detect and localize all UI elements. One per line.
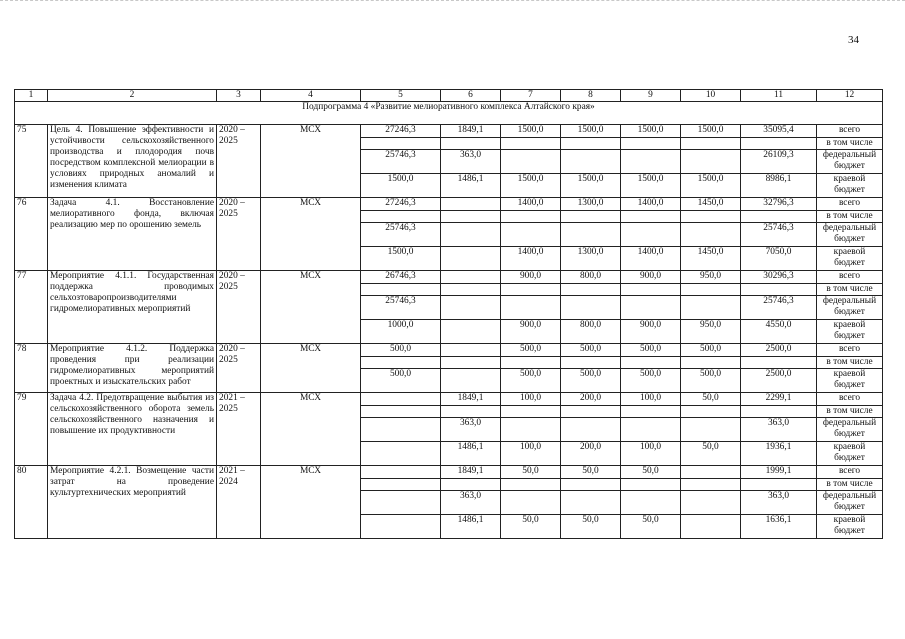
value-cell: 1500,0 — [561, 174, 621, 198]
value-cell: 363,0 — [441, 418, 501, 442]
column-number: 12 — [817, 90, 883, 102]
value-cell — [501, 223, 561, 247]
funding-source-label: всего — [817, 393, 883, 406]
value-cell: 1849,1 — [441, 393, 501, 406]
value-cell: 900,0 — [501, 271, 561, 284]
value-cell — [361, 138, 441, 150]
column-number: 3 — [217, 90, 261, 102]
value-cell: 1400,0 — [621, 247, 681, 271]
funding-source-label: в том числе — [817, 211, 883, 223]
funding-source-label: краевой бюджет — [817, 174, 883, 198]
funding-source-label: всего — [817, 271, 883, 284]
program-table — [14, 89, 883, 539]
row-description: Мероприятие 4.1.2. Поддержка проведения при реализации гидромелиоративных мероприятий проектных и изыскательских работ — [48, 344, 217, 393]
value-cell: 100,0 — [501, 393, 561, 406]
value-cell: 500,0 — [501, 344, 561, 357]
value-cell: 1486,1 — [441, 174, 501, 198]
column-number: 11 — [741, 90, 817, 102]
value-cell — [441, 284, 501, 296]
value-cell — [361, 515, 441, 539]
value-cell — [441, 479, 501, 491]
row-executor: МСХ — [261, 466, 361, 539]
value-cell — [741, 479, 817, 491]
value-cell — [561, 223, 621, 247]
value-cell — [681, 211, 741, 223]
column-number: 2 — [48, 90, 217, 102]
value-cell — [441, 369, 501, 393]
funding-source-label: в том числе — [817, 357, 883, 369]
value-cell: 25746,3 — [361, 150, 441, 174]
value-cell: 1400,0 — [621, 198, 681, 211]
value-cell: 1500,0 — [361, 174, 441, 198]
funding-source-label: в том числе — [817, 479, 883, 491]
funding-source-label: всего — [817, 466, 883, 479]
funding-source-label: краевой бюджет — [817, 442, 883, 466]
value-cell: 100,0 — [621, 393, 681, 406]
value-cell — [501, 284, 561, 296]
value-cell — [441, 198, 501, 211]
value-cell: 27246,3 — [361, 198, 441, 211]
funding-source-label: всего — [817, 198, 883, 211]
value-cell: 1400,0 — [501, 247, 561, 271]
row-number: 75 — [15, 125, 48, 198]
row-executor: МСХ — [261, 344, 361, 393]
value-cell — [501, 479, 561, 491]
value-cell: 1300,0 — [561, 198, 621, 211]
column-number: 8 — [561, 90, 621, 102]
row-description: Цель 4. Повышение эффективности и устойчивости сельскохозяйственного производства и плодородия почв посредством комплексной мелиорации в условиях природных аномалий и изменения климата — [48, 125, 217, 198]
value-cell — [501, 138, 561, 150]
value-cell: 800,0 — [561, 271, 621, 284]
value-cell: 500,0 — [361, 369, 441, 393]
column-number: 10 — [681, 90, 741, 102]
row-executor: МСХ — [261, 198, 361, 271]
value-cell: 1500,0 — [561, 125, 621, 138]
value-cell: 1486,1 — [441, 442, 501, 466]
value-cell: 50,0 — [501, 515, 561, 539]
funding-source-label: всего — [817, 344, 883, 357]
page-number: 34 — [848, 34, 859, 46]
row-period: 2021 – 2024 — [217, 466, 261, 539]
value-cell — [681, 418, 741, 442]
row-description: Мероприятие 4.2.1. Возмещение части затрат на проведение культуртехнических мероприятий — [48, 466, 217, 539]
table-row — [15, 393, 883, 406]
value-cell: 1500,0 — [621, 125, 681, 138]
value-cell: 1849,1 — [441, 466, 501, 479]
value-cell — [741, 211, 817, 223]
row-period: 2020 – 2025 — [217, 198, 261, 271]
value-cell — [361, 357, 441, 369]
value-cell — [441, 296, 501, 320]
value-cell: 26746,3 — [361, 271, 441, 284]
value-cell: 950,0 — [681, 320, 741, 344]
value-cell: 500,0 — [621, 369, 681, 393]
value-cell: 500,0 — [561, 369, 621, 393]
value-cell: 25746,3 — [741, 296, 817, 320]
value-cell — [441, 247, 501, 271]
value-cell — [441, 344, 501, 357]
value-cell — [361, 406, 441, 418]
subprogram-title: Подпрограмма 4 «Развитие мелиоративного комплекса Алтайского края» — [15, 102, 883, 125]
column-number: 5 — [361, 90, 441, 102]
value-cell — [441, 320, 501, 344]
funding-source-label: краевой бюджет — [817, 515, 883, 539]
value-cell — [621, 357, 681, 369]
value-cell — [681, 491, 741, 515]
row-description: Мероприятие 4.1.1. Государственная поддержка проводимых сельхозтоваропроизводителями гидромелиоративных мероприятий — [48, 271, 217, 344]
value-cell — [561, 211, 621, 223]
value-cell — [621, 211, 681, 223]
value-cell: 200,0 — [561, 442, 621, 466]
value-cell: 32796,3 — [741, 198, 817, 211]
value-cell — [681, 296, 741, 320]
value-cell: 1400,0 — [501, 198, 561, 211]
column-number: 7 — [501, 90, 561, 102]
value-cell — [621, 223, 681, 247]
row-number: 80 — [15, 466, 48, 539]
value-cell: 50,0 — [621, 466, 681, 479]
row-period: 2020 – 2025 — [217, 271, 261, 344]
value-cell — [501, 406, 561, 418]
value-cell — [361, 466, 441, 479]
value-cell — [361, 284, 441, 296]
table-body — [15, 90, 883, 539]
value-cell: 35095,4 — [741, 125, 817, 138]
value-cell — [441, 223, 501, 247]
row-number: 79 — [15, 393, 48, 466]
row-executor: МСХ — [261, 271, 361, 344]
value-cell — [741, 284, 817, 296]
funding-source-label: федеральный бюджет — [817, 150, 883, 174]
value-cell — [561, 138, 621, 150]
row-period: 2020 – 2025 — [217, 125, 261, 198]
value-cell — [501, 211, 561, 223]
value-cell — [561, 357, 621, 369]
scan-top-edge — [0, 0, 905, 7]
value-cell — [501, 491, 561, 515]
value-cell: 2299,1 — [741, 393, 817, 406]
funding-source-label: всего — [817, 125, 883, 138]
value-cell — [361, 393, 441, 406]
value-cell: 950,0 — [681, 271, 741, 284]
value-cell — [501, 418, 561, 442]
value-cell: 363,0 — [441, 150, 501, 174]
value-cell: 800,0 — [561, 320, 621, 344]
value-cell — [361, 442, 441, 466]
value-cell: 8986,1 — [741, 174, 817, 198]
value-cell: 50,0 — [621, 515, 681, 539]
value-cell: 1936,1 — [741, 442, 817, 466]
value-cell: 1849,1 — [441, 125, 501, 138]
funding-source-label: краевой бюджет — [817, 369, 883, 393]
value-cell — [561, 150, 621, 174]
table-row — [15, 466, 883, 479]
value-cell: 1450,0 — [681, 247, 741, 271]
row-period: 2020 – 2025 — [217, 344, 261, 393]
row-executor: МСХ — [261, 393, 361, 466]
value-cell: 500,0 — [361, 344, 441, 357]
funding-source-label: краевой бюджет — [817, 247, 883, 271]
column-number: 1 — [15, 90, 48, 102]
value-cell — [441, 357, 501, 369]
table-row — [15, 344, 883, 357]
funding-source-label: в том числе — [817, 406, 883, 418]
value-cell — [681, 515, 741, 539]
value-cell — [621, 491, 681, 515]
value-cell — [681, 138, 741, 150]
value-cell — [561, 296, 621, 320]
table-row — [15, 125, 883, 138]
value-cell — [681, 357, 741, 369]
funding-source-label: в том числе — [817, 138, 883, 150]
funding-source-label: федеральный бюджет — [817, 418, 883, 442]
value-cell — [361, 418, 441, 442]
value-cell: 25746,3 — [361, 223, 441, 247]
funding-source-label: федеральный бюджет — [817, 296, 883, 320]
value-cell: 1999,1 — [741, 466, 817, 479]
row-number: 77 — [15, 271, 48, 344]
value-cell — [361, 211, 441, 223]
value-cell — [561, 418, 621, 442]
value-cell — [561, 284, 621, 296]
value-cell — [681, 150, 741, 174]
value-cell: 500,0 — [501, 369, 561, 393]
value-cell — [561, 491, 621, 515]
row-description: Задача 4.2. Предотвращение выбытия из сельскохозяйственного оборота земель сельскохозяйственного назначения и повышение их продуктивности — [48, 393, 217, 466]
funding-source-label: в том числе — [817, 284, 883, 296]
value-cell — [621, 138, 681, 150]
funding-source-label: краевой бюджет — [817, 320, 883, 344]
value-cell: 1500,0 — [361, 247, 441, 271]
value-cell — [561, 479, 621, 491]
row-number: 76 — [15, 198, 48, 271]
value-cell: 1300,0 — [561, 247, 621, 271]
value-cell: 1500,0 — [681, 125, 741, 138]
value-cell: 2500,0 — [741, 344, 817, 357]
value-cell: 1500,0 — [621, 174, 681, 198]
funding-source-label: федеральный бюджет — [817, 491, 883, 515]
value-cell: 500,0 — [681, 369, 741, 393]
value-cell — [561, 406, 621, 418]
value-cell: 1000,0 — [361, 320, 441, 344]
value-cell — [621, 406, 681, 418]
value-cell — [621, 479, 681, 491]
value-cell — [441, 406, 501, 418]
value-cell: 27246,3 — [361, 125, 441, 138]
value-cell: 100,0 — [621, 442, 681, 466]
column-number-row — [15, 90, 883, 102]
column-number: 6 — [441, 90, 501, 102]
value-cell: 500,0 — [561, 344, 621, 357]
value-cell — [681, 466, 741, 479]
value-cell: 200,0 — [561, 393, 621, 406]
value-cell — [441, 211, 501, 223]
value-cell — [621, 284, 681, 296]
value-cell — [621, 296, 681, 320]
row-period: 2021 – 2025 — [217, 393, 261, 466]
value-cell: 363,0 — [741, 491, 817, 515]
value-cell: 1450,0 — [681, 198, 741, 211]
value-cell — [441, 138, 501, 150]
row-description: Задача 4.1. Восстановление мелиоративного фонда, включая реализацию мер по орошению земель — [48, 198, 217, 271]
value-cell: 50,0 — [561, 515, 621, 539]
value-cell — [741, 406, 817, 418]
value-cell — [361, 479, 441, 491]
value-cell: 25746,3 — [361, 296, 441, 320]
value-cell: 7050,0 — [741, 247, 817, 271]
value-cell: 30296,3 — [741, 271, 817, 284]
value-cell: 25746,3 — [741, 223, 817, 247]
value-cell: 50,0 — [681, 393, 741, 406]
value-cell: 50,0 — [561, 466, 621, 479]
value-cell: 2500,0 — [741, 369, 817, 393]
value-cell — [621, 150, 681, 174]
value-cell: 500,0 — [681, 344, 741, 357]
value-cell — [501, 357, 561, 369]
value-cell — [741, 138, 817, 150]
table-row — [15, 198, 883, 211]
value-cell: 100,0 — [501, 442, 561, 466]
subprogram-row — [15, 102, 883, 125]
value-cell: 50,0 — [501, 466, 561, 479]
value-cell: 1500,0 — [501, 125, 561, 138]
funding-source-label: федеральный бюджет — [817, 223, 883, 247]
value-cell: 1486,1 — [441, 515, 501, 539]
value-cell — [681, 479, 741, 491]
row-executor: МСХ — [261, 125, 361, 198]
value-cell: 1500,0 — [501, 174, 561, 198]
value-cell: 900,0 — [621, 320, 681, 344]
value-cell: 26109,3 — [741, 150, 817, 174]
value-cell: 1636,1 — [741, 515, 817, 539]
value-cell: 363,0 — [741, 418, 817, 442]
value-cell — [361, 491, 441, 515]
value-cell — [501, 296, 561, 320]
value-cell — [501, 150, 561, 174]
value-cell: 1500,0 — [681, 174, 741, 198]
value-cell: 50,0 — [681, 442, 741, 466]
row-number: 78 — [15, 344, 48, 393]
value-cell: 900,0 — [501, 320, 561, 344]
table-row — [15, 271, 883, 284]
value-cell — [741, 357, 817, 369]
value-cell — [441, 271, 501, 284]
column-number: 4 — [261, 90, 361, 102]
value-cell — [681, 406, 741, 418]
value-cell: 4550,0 — [741, 320, 817, 344]
column-number: 9 — [621, 90, 681, 102]
value-cell — [621, 418, 681, 442]
value-cell: 500,0 — [621, 344, 681, 357]
value-cell — [681, 223, 741, 247]
value-cell — [681, 284, 741, 296]
value-cell: 900,0 — [621, 271, 681, 284]
value-cell: 363,0 — [441, 491, 501, 515]
